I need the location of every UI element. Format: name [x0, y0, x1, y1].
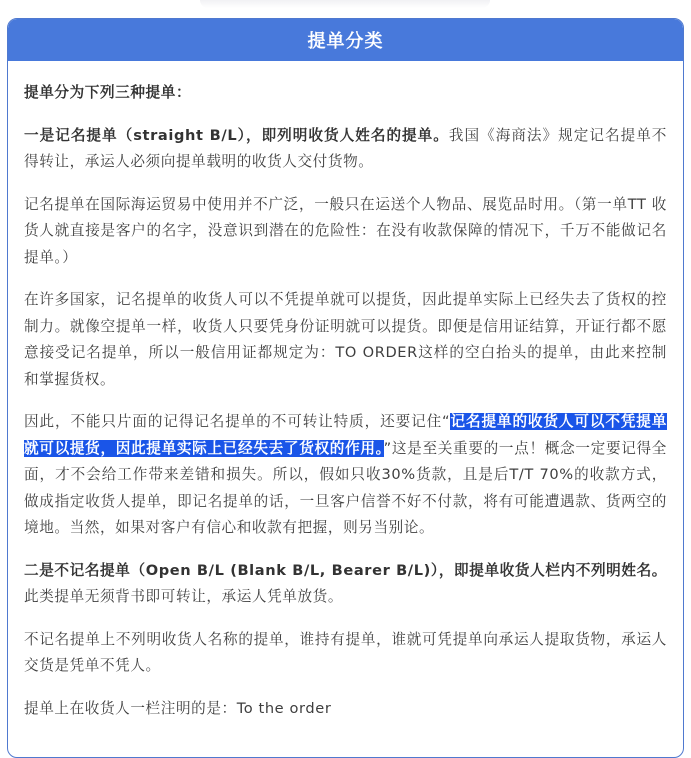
intro-paragraph	[24, 80, 667, 107]
highlighted-text[interactable]: 记名提单的收货人可以不凭提单就可以提货，因此提单实际上已经失去了货权的作用。	[24, 413, 667, 457]
open-bl-text: 此类提单无须背书即可转让，承运人凭单放货。	[24, 588, 344, 605]
card-body	[8, 61, 683, 722]
article-card	[7, 18, 684, 758]
card-title: 提单分类	[307, 31, 384, 52]
open-bl-heading: 二是不记名提单（Open B/L (Blank B/L, Bearer B/L)），即提单收货人栏内不列明姓名。	[24, 561, 667, 579]
warning-text-after: ”这是至关重要的一点！概念一定要记得全面，才不会给工作带来差错和损失。所以，假如只收30%货款，且是后T/T 70%的收款方式，做成指定收货人提单，即记名提单的话，一旦客户信誉不好不付款，将有可能遭遇款、货两空的境地。当然，如果对客户有信心和收款有把握，则另当别论。	[24, 439, 667, 536]
open-bl-detail-paragraph: 不记名提单上不列明收货人名称的提单，谁持有提单，谁就可凭提单向承运人提取货物，承运人交货是凭单不凭人。	[24, 630, 667, 674]
warning-text-before: 因此，不能只片面的记得记名提单的不可转让特质，还要记住“	[24, 413, 451, 430]
card-header	[8, 19, 683, 61]
usage-paragraph: 记名提单在国际海运贸易中使用并不广泛，一般只在运送个人物品、展览品时用。（第一单TT 收货人就直接是客户的名字，没意识到潜在的危险性：在没有收款保障的情况下，千万不能做记名提单。）	[24, 195, 667, 266]
straight-bl-paragraph	[24, 123, 667, 176]
straight-bl-text: 我国《海商法》规定记名提单不得转让，承运人必须向提单载明的收货人交付货物。	[24, 126, 668, 170]
open-bl-paragraph	[24, 558, 667, 611]
top-shadow	[200, 0, 490, 8]
straight-bl-heading: 一是记名提单（straight B/L），即列明收货人姓名的提单。	[24, 126, 449, 144]
consignee-paragraph: 提单上在收货人一栏注明的是：To the order	[24, 699, 332, 717]
intro-text: 提单分为下列三种提单：	[24, 84, 192, 101]
control-paragraph: 在许多国家，记名提单的收货人可以不凭提单就可以提货，因此提单实际上已经失去了货权的控制力。就像空提单一样，收货人只要凭身份证明就可以提货。即便是信用证结算，开证行都不愿意接受记名提单，所以一般信用证都规定为：TO ORDER这样的空白抬头的提单，由此来控制和掌握货权。	[24, 291, 667, 388]
warning-paragraph	[24, 409, 667, 542]
